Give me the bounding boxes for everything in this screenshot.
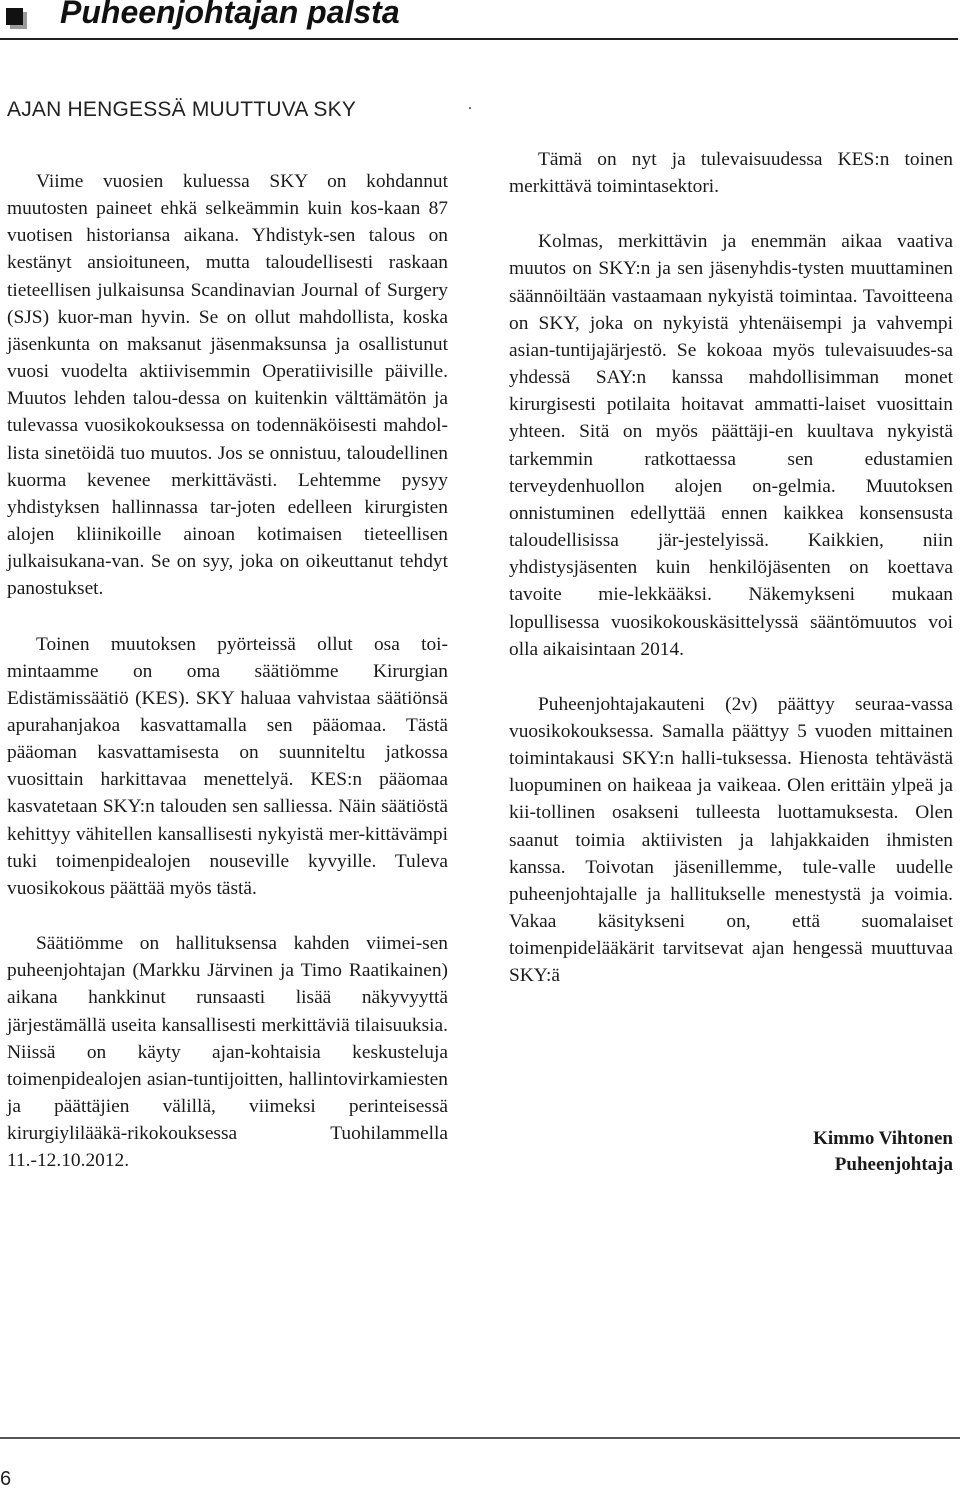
page-header [0,0,960,44]
paragraph-saatio: Toinen muutoksen pyörteissä ollut osa toi-mintaamme on oma säätiömme Kirurgian Edistämissäätiö (KES). SKY haluaa vahvistaa säätiönsä apurahanjakoa kasvattamalla sen pääomaa. Tästä pääoman kasvattamisesta on suunniteltu jatkossa vuosittain harkittavaa menettelyä. KES:n pääomaa kasvatetaan SKY:n talouden sen salliessa. Näin säätiöstä kehittyy vähitellen kansallisesti nykyistä mer-kittävämpi tuki toimenpidealojen nouseville kyvyille. Tuleva vuosikokous päättää myös tästä. [7,633,448,899]
paragraph-nakyvyys: Säätiömme on hallituksensa kahden viimei-sen puheenjohtajan (Markku Järvinen ja Timo Raatikainen) aikana hankkinut runsaasti lisää näkyvyyttä järjestämällä useita kansallisesti merkittäviä tilaisuuksia. Niissä on käyty ajan-kohtaisia keskusteluja toimenpidealojen asian-tuntijoitten, hallintovirkamiesten ja päättäjien välillä, viimeksi perinteisessä kirurgiylilääkä-rikokouksessa Tuohilammella 11.-12.10.2012. [7,933,448,1172]
paragraph-toimintasektori: Tämä on nyt ja tulevaisuudessa KES:n toinen merkittävä toimintasektori. [509,149,953,198]
left-column [7,90,448,1174]
paragraph-talous: Viime vuosien kuluessa SKY on kohdannut muutosten paineet ehkä selkeämmin kuin kos-kaan 87 vuotisen historiansa aikana. Yhdistyk-sen talous on kestänyt ansioituneen, mutta taloudellisesti raskaan tieteellisen julkaisunsa Scandinavian Journal of Surgery (SJS) kuor-man hyvin. Se on ollut mahdollista, koska jäsenkunta on maksanut jäsenmaksunsa ja osallistunut vuosi vuodelta aktiivisemmin Operatiivisille päiville. Muutos lehden talou-dessa on kuitenkin välttämätön ja tulevassa vuosikokouksessa on todennäköisesti mahdol-lista sinetöidä tuo muutos. Jos se onnistuu, taloudellinen kuorma kevenee merkittävästi. Lehtemme pysyy yhdistyksen hallinnassa tar-joten edelleen kirurgisten alojen kliinikoille ainoan kotimaisen tieteellisen julkaisukana-van. Se on syy, joka on oikeuttanut tehdyt panostukset. [7,171,448,600]
signature-name: Kimmo Vihtonen [813,1128,953,1149]
section-title: Puheenjohtajan palsta [60,0,400,30]
footer-divider [0,1437,960,1439]
stray-mark: . [468,96,472,113]
header-divider [0,38,958,40]
article-headline: AJAN HENGESSÄ MUUTTUVA SKY [7,98,357,121]
paragraph-kausi: Puheenjohtajakauteni (2v) päättyy seuraa-vassa vuosikokouksessa. Samalla päättyy 5 vuoden mittainen toimintakausi SKY:n halli-tuksessa. Hienosta tehtävästä luopuminen on haikeaa ja vaikeaa. Olen erittäin ylpeä ja kii-tollinen osakseni tulleesta luottamuksesta. Olen saanut toimia aktiivisten ja lahjakkaiden ihmisten kanssa. Toivotan jäsenillemme, tule-valle uudelle puheenjohtajalle ja hallitukselle menestystä ja voimia. Vakaa käsitykseni on, että suomalaiset toimenpidelääkärit tarvitsevat ajan hengessä muuttuvaa SKY:ä [509,693,953,987]
page-number: 6 [0,1468,12,1490]
signature-role: Puheenjohtaja [834,1154,953,1175]
right-column [509,146,953,990]
square-bullet-icon [6,8,28,30]
signature [813,1126,953,1178]
paragraph-saannot: Kolmas, merkittävin ja enemmän aikaa vaativa muutos on SKY:n ja sen jäsenyhdis-tysten muuttaminen säännöiltään vastaamaan nykyistä toimintaa. Tavoitteena on SKY, joka on nykyistä yhtenäisempi ja vahvempi asian-tuntijajärjestö. Se kokoaa myös tulevaisuudes-sa yhdessä SAY:n kanssa mahdollisimman monet kirurgisesti potilaita hoitavat ammatti-laiset vuosittain yhteen. Sitä on myös päättäji-en kuultava nykyistä tarkemmin ratkottaessa sen edustamien terveydenhuollon alojen on-gelmia. Muutoksen onnistuminen edellyttää ennen kaikkea konsensusta taloudellisissa jär-jestelyissä. Kaikkien, niin yhdistysjäsenten kuin henkilöjäsenten on koettava tavoite mie-lekkääksi. Näkemykseni mukaan lopullisessa vuosikokouskäsittelyssä sääntömuutos voi olla aikaisintaan 2014. [509,231,953,660]
